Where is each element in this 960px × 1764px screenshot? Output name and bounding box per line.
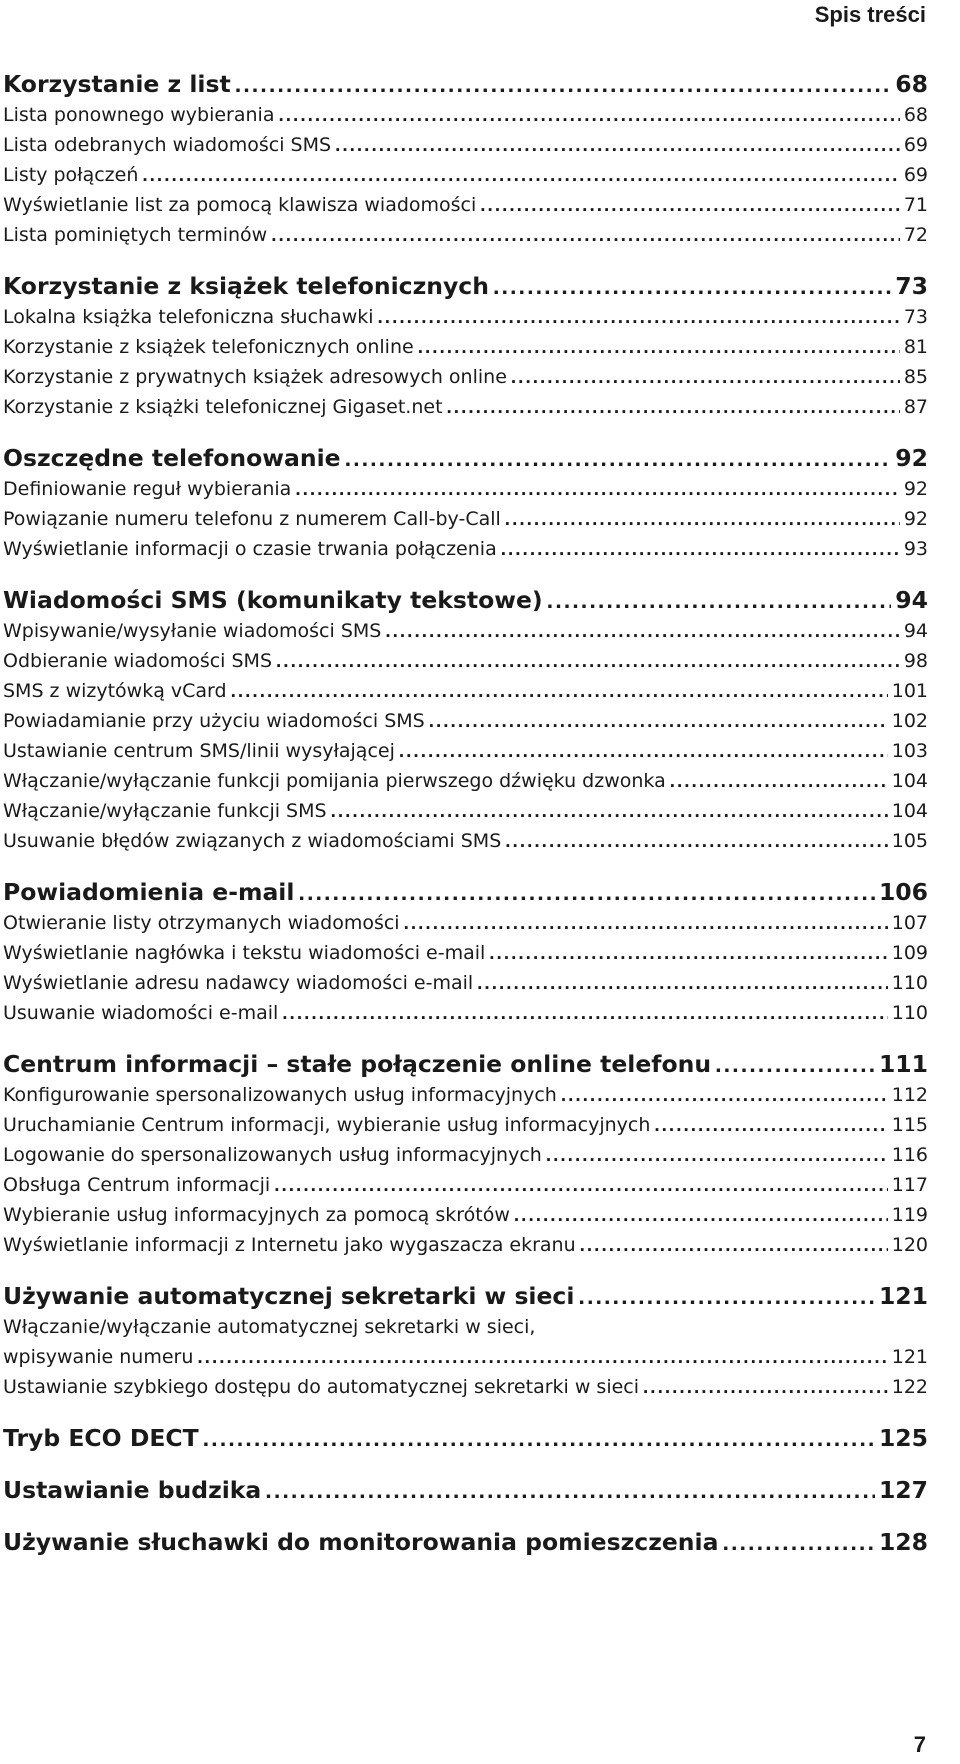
subentry-page-number: 68 (903, 104, 928, 126)
chapter-page-number: 73 (895, 272, 928, 300)
toc-subentry[interactable] (3, 1002, 928, 1032)
subentry-page-number: 94 (903, 620, 928, 642)
subentry-title: Powiązanie numeru telefonu z numerem Call-by-Call (3, 508, 501, 530)
dot-leader (715, 1051, 875, 1078)
subentry-page-number: 119 (891, 1204, 928, 1226)
toc-section (3, 1050, 928, 1264)
subentry-title: Odbieranie wiadomości SMS (3, 650, 273, 672)
subentry-title: Korzystanie z książek telefonicznych online (3, 336, 414, 358)
subentry-title: Wybieranie usług informacyjnych za pomocą skrótów (3, 1204, 510, 1226)
toc-section (3, 1282, 928, 1406)
dot-leader (142, 165, 899, 187)
chapter-title: Powiadomienia e-mail (3, 878, 295, 906)
dot-leader (447, 397, 900, 419)
subentry-title: Wyświetlanie adresu nadawcy wiadomości e-mail (3, 972, 474, 994)
toc-subentry[interactable] (3, 1144, 928, 1174)
chapter-page-number: 128 (878, 1528, 928, 1556)
chapter-title: Oszczędne telefonowanie (3, 444, 341, 472)
toc-subentry[interactable] (3, 134, 928, 164)
subentry-title: Wyświetlanie informacji z Internetu jako wygaszacza ekranu (3, 1234, 576, 1256)
toc-chapter-entry[interactable] (3, 878, 928, 912)
subentry-title: Lista pominiętych terminów (3, 224, 268, 246)
dot-leader (404, 913, 888, 935)
subentry-page-number: 73 (903, 306, 928, 328)
dot-leader (385, 621, 899, 643)
subentry-title: Uruchamianie Centrum informacji, wybieranie usług informacyjnych (3, 1114, 651, 1136)
subentry-title: Lokalna książka telefoniczna słuchawki (3, 306, 374, 328)
subentry-page-number: 104 (891, 800, 928, 822)
toc-chapter-entry[interactable] (3, 586, 928, 620)
chapter-title: Wiadomości SMS (komunikaty tekstowe) (3, 586, 543, 614)
toc-chapter-entry[interactable] (3, 1424, 928, 1458)
toc-subentry[interactable] (3, 770, 928, 800)
chapter-title: Korzystanie z książek telefonicznych (3, 272, 489, 300)
subentry-page-number: 117 (891, 1174, 928, 1196)
toc-chapter-entry[interactable] (3, 70, 928, 104)
dot-leader (331, 801, 888, 823)
toc-chapter-entry[interactable] (3, 1476, 928, 1510)
subentry-title: Usuwanie wiadomości e-mail (3, 1002, 279, 1024)
chapter-title: Używanie automatycznej sekretarki w sieci (3, 1282, 575, 1310)
toc-subentry[interactable] (3, 164, 928, 194)
page-header-title: Spis treści (814, 2, 926, 27)
toc-subentry[interactable] (3, 508, 928, 538)
toc-section (3, 586, 928, 860)
subentry-title: Konfigurowanie spersonalizowanych usług informacyjnych (3, 1084, 557, 1106)
toc-section (3, 1476, 928, 1510)
subentry-title: Definiowanie reguł wybierania (3, 478, 292, 500)
dot-leader (505, 831, 887, 853)
subentry-page-number: 104 (891, 770, 928, 792)
subentry-title: Logowanie do spersonalizowanych usług informacyjnych (3, 1144, 542, 1166)
subentry-title: wpisywanie numeru (3, 1346, 194, 1368)
subentry-page-number: 102 (891, 710, 928, 732)
subentry-page-number: 105 (891, 830, 928, 852)
dot-leader (276, 651, 900, 673)
subentry-title: Włączanie/wyłączanie funkcji SMS (3, 800, 327, 822)
dot-leader (546, 1145, 888, 1167)
subentry-page-number: 93 (903, 538, 928, 560)
toc-chapter-entry[interactable] (3, 444, 928, 478)
toc-subentry[interactable] (3, 710, 928, 740)
toc-section (3, 1528, 928, 1562)
chapter-page-number: 68 (895, 70, 928, 98)
subentry-page-number: 101 (891, 680, 928, 702)
chapter-title: Tryb ECO DECT (3, 1424, 199, 1452)
toc-section (3, 272, 928, 426)
subentry-page-number: 121 (891, 1346, 928, 1368)
subentry-title: Ustawianie centrum SMS/linii wysyłającej (3, 740, 395, 762)
subentry-title: Włączanie/wyłączanie automatycznej sekretarki w sieci, (3, 1316, 536, 1338)
subentry-page-number: 69 (903, 134, 928, 156)
subentry-page-number: 120 (891, 1234, 928, 1256)
subentry-page-number: 110 (891, 1002, 928, 1024)
dot-leader (418, 337, 900, 359)
dot-leader (231, 681, 888, 703)
subentry-page-number: 107 (891, 912, 928, 934)
subentry-title: Wyświetlanie list za pomocą klawisza wiadomości (3, 194, 477, 216)
toc-subentry[interactable] (3, 1084, 928, 1114)
toc-subentry[interactable] (3, 1316, 928, 1346)
subentry-title: Usuwanie błędów związanych z wiadomościami SMS (3, 830, 502, 852)
subentry-title: Włączanie/wyłączanie funkcji pomijania pierwszego dźwięku dzwonka (3, 770, 666, 792)
subentry-title: Ustawianie szybkiego dostępu do automatycznej sekretarki w sieci (3, 1376, 640, 1398)
toc-subentry[interactable] (3, 680, 928, 710)
dot-leader (643, 1377, 888, 1399)
toc-subentry[interactable] (3, 194, 928, 224)
toc-subentry[interactable] (3, 1346, 928, 1376)
toc-chapter-entry[interactable] (3, 1050, 928, 1084)
dot-leader (345, 445, 892, 472)
toc-subentry[interactable] (3, 740, 928, 770)
toc-section (3, 70, 928, 254)
subentry-page-number: 116 (891, 1144, 928, 1166)
dot-leader (547, 587, 892, 614)
subentry-page-number: 98 (903, 650, 928, 672)
subentry-page-number: 109 (891, 942, 928, 964)
dot-leader (505, 509, 900, 531)
subentry-page-number: 87 (903, 396, 928, 418)
toc-subentry[interactable] (3, 650, 928, 680)
toc-subentry[interactable] (3, 224, 928, 254)
toc-subentry[interactable] (3, 830, 928, 860)
dot-leader (477, 973, 888, 995)
subentry-page-number: 112 (891, 1084, 928, 1106)
toc-subentry[interactable] (3, 366, 928, 396)
dot-leader (511, 367, 900, 389)
subentry-title: Korzystanie z książki telefonicznej Gigaset.net (3, 396, 443, 418)
dot-leader (429, 711, 888, 733)
dot-leader (298, 879, 875, 906)
toc-section (3, 878, 928, 1032)
subentry-page-number: 92 (903, 508, 928, 530)
subentry-title: Wpisywanie/wysyłanie wiadomości SMS (3, 620, 382, 642)
dot-leader (197, 1347, 887, 1369)
subentry-page-number: 71 (903, 194, 928, 216)
subentry-page-number: 85 (903, 366, 928, 388)
subentry-page-number: 72 (903, 224, 928, 246)
chapter-page-number: 111 (878, 1050, 928, 1078)
dot-leader (722, 1529, 874, 1556)
toc-subentry[interactable] (3, 942, 928, 972)
subentry-title: Otwieranie listy otrzymanych wiadomości (3, 912, 400, 934)
toc-subentry[interactable] (3, 1204, 928, 1234)
chapter-page-number: 106 (878, 878, 928, 906)
table-of-contents (3, 70, 928, 1580)
dot-leader (274, 1175, 888, 1197)
chapter-page-number: 94 (895, 586, 928, 614)
subentry-title: SMS z wizytówką vCard (3, 680, 227, 702)
subentry-title: Korzystanie z prywatnych książek adresowych online (3, 366, 507, 388)
dot-leader (489, 943, 887, 965)
dot-leader (282, 1003, 887, 1025)
subentry-title: Wyświetlanie informacji o czasie trwania połączenia (3, 538, 497, 560)
toc-subentry[interactable] (3, 478, 928, 508)
toc-subentry[interactable] (3, 538, 928, 568)
toc-subentry[interactable] (3, 620, 928, 650)
dot-leader (203, 1425, 875, 1452)
dot-leader (580, 1235, 888, 1257)
dot-leader (493, 273, 891, 300)
subentry-title: Lista odebranych wiadomości SMS (3, 134, 332, 156)
subentry-page-number: 92 (903, 478, 928, 500)
dot-leader (335, 135, 900, 157)
chapter-page-number: 92 (895, 444, 928, 472)
chapter-title: Korzystanie z list (3, 70, 231, 98)
toc-chapter-entry[interactable] (3, 272, 928, 306)
toc-chapter-entry[interactable] (3, 1528, 928, 1562)
page-number: 7 (913, 1732, 926, 1757)
subentry-title: Wyświetlanie nagłówka i tekstu wiadomości e-mail (3, 942, 486, 964)
toc-subentry[interactable] (3, 336, 928, 366)
dot-leader (265, 1477, 875, 1504)
toc-subentry[interactable] (3, 1174, 928, 1204)
dot-leader (670, 771, 888, 793)
chapter-page-number: 121 (878, 1282, 928, 1310)
toc-subentry[interactable] (3, 104, 928, 134)
dot-leader (578, 1283, 875, 1310)
chapter-title: Ustawianie budzika (3, 1476, 262, 1504)
toc-subentry[interactable] (3, 800, 928, 830)
chapter-title: Centrum informacji – stałe połączenie online telefonu (3, 1050, 712, 1078)
subentry-title: Lista ponownego wybierania (3, 104, 275, 126)
dot-leader (235, 71, 892, 98)
dot-leader (654, 1115, 887, 1137)
toc-subentry[interactable] (3, 306, 928, 336)
toc-subentry[interactable] (3, 1234, 928, 1264)
subentry-page-number: 110 (891, 972, 928, 994)
subentry-page-number: 103 (891, 740, 928, 762)
toc-section (3, 1424, 928, 1458)
toc-subentry[interactable] (3, 972, 928, 1002)
toc-section (3, 444, 928, 568)
dot-leader (514, 1205, 888, 1227)
dot-leader (295, 479, 899, 501)
dot-leader (399, 741, 888, 763)
dot-leader (480, 195, 900, 217)
toc-subentry[interactable] (3, 396, 928, 426)
chapter-title: Używanie słuchawki do monitorowania pomieszczenia (3, 1528, 719, 1556)
subentry-title: Powiadamianie przy użyciu wiadomości SMS (3, 710, 425, 732)
subentry-page-number: 115 (891, 1114, 928, 1136)
chapter-page-number: 125 (878, 1424, 928, 1452)
dot-leader (378, 307, 900, 329)
dot-leader (501, 539, 900, 561)
toc-subentry[interactable] (3, 1376, 928, 1406)
chapter-page-number: 127 (878, 1476, 928, 1504)
dot-leader (271, 225, 900, 247)
toc-subentry[interactable] (3, 912, 928, 942)
subentry-page-number: 81 (903, 336, 928, 358)
dot-leader (278, 105, 899, 127)
dot-leader (561, 1085, 888, 1107)
toc-subentry[interactable] (3, 1114, 928, 1144)
subentry-page-number: 69 (903, 164, 928, 186)
subentry-title: Obsługa Centrum informacji (3, 1174, 271, 1196)
subentry-page-number: 122 (891, 1376, 928, 1398)
toc-chapter-entry[interactable] (3, 1282, 928, 1316)
subentry-title: Listy połączeń (3, 164, 139, 186)
